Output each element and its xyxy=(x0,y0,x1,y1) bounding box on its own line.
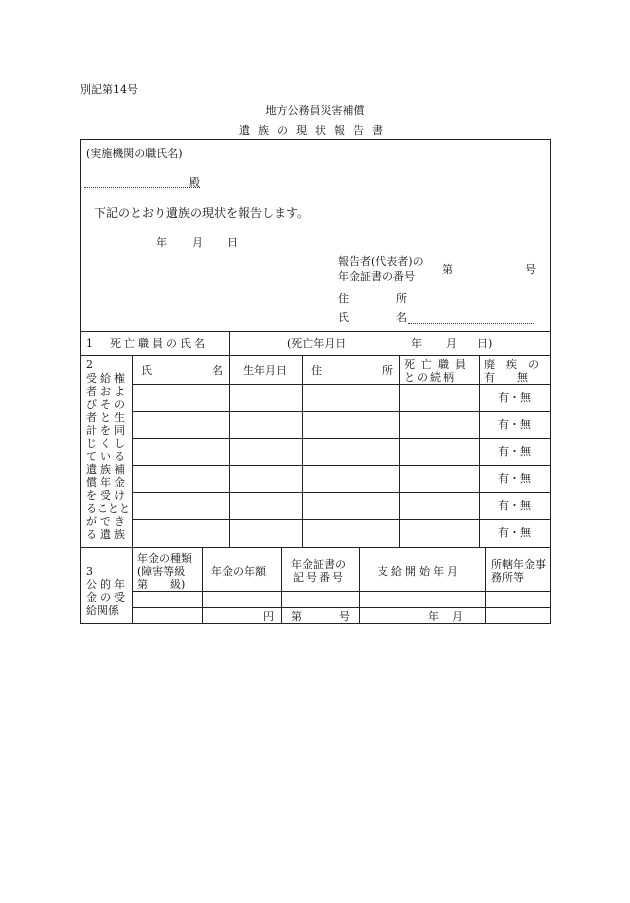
disability-value[interactable]: 有・無 xyxy=(498,472,531,485)
section3-col-divider-2 xyxy=(281,547,282,624)
reporter-pension-label-1: 報告者(代表者)の xyxy=(338,255,424,268)
reporter-pension-label-2: 年金証書の番号 xyxy=(338,270,415,283)
col-pension-office-1: 所轄年金事 xyxy=(491,558,546,571)
col-name-label-1: 氏 xyxy=(141,364,152,377)
col-pension-cert-2: 記号番号 xyxy=(293,571,345,584)
col-address-label-1: 住 xyxy=(311,364,322,377)
col-disability-label-1: 廃 疾 の xyxy=(484,358,539,371)
col-address-label-2: 所 xyxy=(382,364,393,377)
col-pension-type-1: 年金の種類 xyxy=(137,552,192,565)
addressee-label: (実施機関の職氏名) xyxy=(86,147,183,160)
section3-number: 3 xyxy=(86,565,93,578)
section1-divider xyxy=(229,331,230,355)
col-pension-amount: 年金の年額 xyxy=(211,565,266,578)
section2-description-line: を受け xyxy=(86,489,128,502)
death-date-year: 年 xyxy=(411,337,422,350)
section2-row-divider xyxy=(132,438,551,439)
disability-value[interactable]: 有・無 xyxy=(498,526,531,539)
disability-value[interactable]: 有・無 xyxy=(498,499,531,512)
section1-label: 1 死亡職員の氏名 xyxy=(86,337,208,350)
col-pension-type-3: 第 級) xyxy=(137,578,186,591)
statement-text: 下記のとおり遺族の現状を報告します。 xyxy=(94,206,310,220)
disability-value[interactable]: 有・無 xyxy=(498,418,531,431)
section2-description xyxy=(86,372,130,541)
section2-row-divider xyxy=(132,519,551,520)
section3-label-line-1: 公的年 xyxy=(86,578,128,591)
death-date-month: 月 xyxy=(446,337,457,350)
date-month: 月 xyxy=(192,236,203,249)
section3-row-divider-2 xyxy=(132,607,551,608)
section2-description-line: じくし xyxy=(86,437,128,450)
section3-col-divider-3 xyxy=(359,547,360,624)
section2-description-line: びその xyxy=(86,398,128,411)
form-title: 地方公務員災害補償 xyxy=(265,104,365,117)
section3-label-line-2: 金の受 xyxy=(86,591,128,604)
divider-section2-top xyxy=(80,355,551,356)
pension-cert-dai: 第 xyxy=(291,610,302,623)
col-name-label-2: 名 xyxy=(212,364,223,377)
reporter-name-field[interactable] xyxy=(408,323,534,324)
col-pension-office-2: 務所等 xyxy=(491,571,524,584)
reporter-name-label-2: 名 xyxy=(396,311,407,324)
section2-row-divider xyxy=(132,492,551,493)
death-date-day: 日) xyxy=(477,337,493,350)
section3-label-line-3: 給関係 xyxy=(86,604,119,617)
disability-value[interactable]: 有・無 xyxy=(498,391,531,404)
col-pension-cert-1: 年金証書の xyxy=(291,558,346,571)
reporter-address-label-2: 所 xyxy=(396,292,407,305)
section2-description-line: ができ xyxy=(86,515,128,528)
section2-description-line: 遺族補 xyxy=(86,463,128,476)
col-birth-label: 生年月日 xyxy=(243,364,287,377)
section3-col-divider-4 xyxy=(485,547,486,624)
date-day: 日 xyxy=(227,236,238,249)
honorific-text: 殿 xyxy=(189,176,200,189)
reporter-name-label-1: 氏 xyxy=(338,311,349,324)
divider-section3-top xyxy=(80,547,551,548)
section2-row-divider xyxy=(132,384,551,385)
pension-start-month: 月 xyxy=(452,610,463,623)
section2-description-line: 者およ xyxy=(86,385,128,398)
reporter-address-label-1: 住 xyxy=(338,292,349,305)
section2-row-divider xyxy=(132,411,551,412)
pension-number-suffix: 号 xyxy=(525,263,536,276)
form-subtitle: 遺族の現状報告書 xyxy=(239,124,391,137)
section2-number: 2 xyxy=(86,358,93,371)
date-year: 年 xyxy=(156,236,167,249)
section3-label-divider xyxy=(132,547,133,624)
section2-description-line: 計を同 xyxy=(86,424,128,437)
col-relation-label-1: 死亡職員 xyxy=(404,358,472,371)
disability-value[interactable]: 有・無 xyxy=(498,445,531,458)
col-relation-label-2: との続柄 xyxy=(404,371,456,384)
col-pension-start: 支給開始年月 xyxy=(377,565,461,578)
section2-description-line: る遺族 xyxy=(86,528,128,541)
section2-description-line: 償年金 xyxy=(86,476,128,489)
section2-description-line: ることと xyxy=(86,502,130,515)
section2-description-line: ている xyxy=(86,450,128,463)
pension-cert-go: 号 xyxy=(339,610,350,623)
form-number: 別記第14号 xyxy=(80,83,138,96)
section2-row-divider xyxy=(132,465,551,466)
section2-description-line: 者と生 xyxy=(86,411,128,424)
addressee-field[interactable] xyxy=(84,187,200,188)
divider-section1-top xyxy=(80,331,551,332)
pension-start-year: 年 xyxy=(428,610,439,623)
pension-yen-unit: 円 xyxy=(263,610,274,623)
death-date-label: (死亡年月日 xyxy=(287,337,347,350)
section2-description-line: 受給権 xyxy=(86,372,128,385)
section3-row-divider-1 xyxy=(132,591,551,592)
col-disability-label-2: 有 無 xyxy=(484,371,528,384)
col-pension-type-2: (障害等級 xyxy=(137,565,186,578)
pension-number-prefix: 第 xyxy=(442,263,453,276)
section3-col-divider-1 xyxy=(202,547,203,624)
